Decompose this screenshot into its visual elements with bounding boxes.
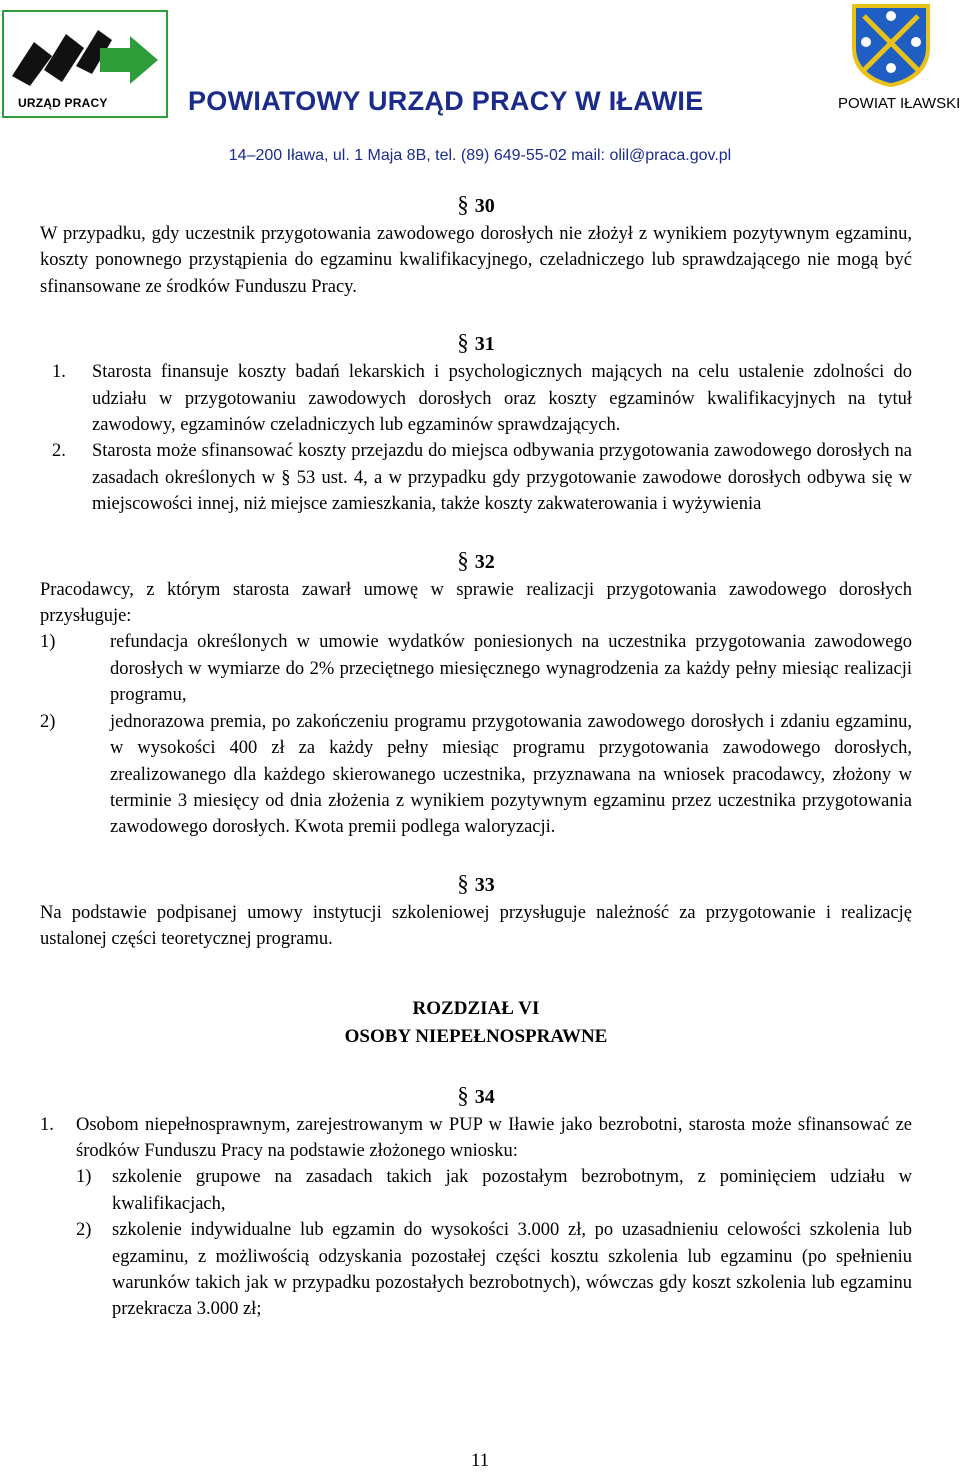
list-item xyxy=(40,359,912,438)
list-item xyxy=(40,629,912,708)
list-item xyxy=(40,709,912,841)
page-number: 11 xyxy=(470,1450,490,1471)
sub-list-item xyxy=(76,1164,912,1217)
list-item xyxy=(40,1112,912,1165)
chapter-number: ROZDZIAŁ VI xyxy=(412,997,540,1019)
sub-list-item xyxy=(76,1217,912,1323)
list-item-number: 2) xyxy=(40,711,56,732)
section-symbol: § xyxy=(457,1082,469,1108)
section-30-text: W przypadku, gdy uczestnik przygotowania zawodowego dorosłych nie złożył z wynikiem pozytywnym egzaminu, koszty ponownego przystąpienia do egzaminu kwalifikacyjnego, czeladniczego lub sprawdzającego nie mogą być sfinansowane ze środków Funduszu Pracy. xyxy=(40,224,912,297)
section-number: 32 xyxy=(474,550,495,573)
list-item-number: 1. xyxy=(52,362,66,383)
section-symbol: § xyxy=(457,192,469,217)
chapter-title: OSOBY NIEPEŁNOSPRAWNE xyxy=(344,1025,608,1047)
section-number: 34 xyxy=(474,1085,495,1108)
section-number: 33 xyxy=(474,873,495,896)
list-item-text: jednorazowa premia, po zakończeniu programu przygotowania zawodowego dorosłych i zdaniu egzaminu, w wysokości 400 zł za każdy pełny miesiąc programu przygotowania zawodowego dorosłych, zrealizowanego dla każdego skierowanego uczestnika, przyznawana na wniosek pracodawcy, złożony w terminie 3 miesięcy od dnia złożenia z wynikiem pozytywnym egzaminu przez uczestnika przygotowania zawodowego dorosłych. Kwota premii podlega waloryzacji. xyxy=(110,711,912,838)
section-number: 31 xyxy=(474,333,495,356)
sub-list-item-text: szkolenie indywidualne lub egzamin do wysokości 3.000 zł, po uzasadnieniu celowości szkolenia lub egzaminu, z możliwością odzyskania pozostałej części kosztu szkolenia lub egzaminu (po spełnieniu warunków takich jak w przypadku pozostałych bezrobotnych), wówczas gdy koszt szkolenia lub egzaminu przekracza 3.000 zł; xyxy=(112,1220,912,1320)
chapter-heading xyxy=(40,995,912,1051)
list-item-text: Osobom niepełnosprawnym, zarejestrowanym w PUP w Iławie jako bezrobotni, starosta może sfinansować ze środków Funduszu Pracy na podstawie złożonego wniosku: xyxy=(76,1114,912,1161)
section-33-text: Na podstawie podpisanej umowy instytucji szkoleniowej przysługuje należność za przygotowanie i realizację ustalonej części teoretycznej programu. xyxy=(40,902,912,950)
section-heading-34 xyxy=(40,1081,912,1112)
section-heading-31 xyxy=(40,328,912,359)
list-item-text: Starosta finansuje koszty badań lekarskich i psychologicznych mających na celu ustalenie zdolności do udziału w przygotowaniu zawodowych dorosłych oraz koszty egzaminów kwalifikacyjnych na tytuł zawodowy, egzaminów czeladniczych lub egzaminów sprawdzających. xyxy=(92,362,912,436)
county-name: POWIAT IŁAWSKI xyxy=(838,95,960,112)
sub-list-item-number: 1) xyxy=(76,1167,92,1188)
section-heading-30 xyxy=(40,190,912,221)
sub-list-item-text: szkolenie grupowe na zasadach takich jak pozostałym bezrobotnym, z pominięciem udziału w kwalifikacjach, xyxy=(112,1167,912,1214)
logo-hands-arrow-icon xyxy=(4,12,166,92)
list-item-number: 1. xyxy=(40,1114,54,1135)
document-body xyxy=(40,190,912,1323)
section-symbol: § xyxy=(457,870,469,896)
logo-caption: URZĄD PRACY xyxy=(18,96,108,110)
list-item-text: refundacja określonych w umowie wydatków poniesionych na uczestnika przygotowania zawodowego dorosłych w wymiarze do 2% przeciętnego miesięcznego wynagrodzenia za każdy pełny miesiąc realizacji programu, xyxy=(110,632,912,706)
section-32-intro: Pracodawcy, z którym starosta zawarł umowę w sprawie realizacji przygotowania zawodowego dorosłych przysługuje: xyxy=(40,579,912,627)
urzad-pracy-logo xyxy=(2,10,168,118)
list-item-text: Starosta może sfinansować koszty przejazdu do miejsca odbywania przygotowania zawodowego dorosłych na zasadach określonych w § 53 ust. 4, a w przypadku gdy przygotowanie zawodowe dorosłych odbywa się w miejscowości innej, niż miejsce zamieszkania, także koszty zakwaterowania i wyżywienia xyxy=(92,441,912,515)
office-title: POWIATOWY URZĄD PRACY W IŁAWIE xyxy=(188,86,704,116)
office-contact: 14–200 Iława, ul. 1 Maja 8B, tel. (89) 649-55-02 mail: olil@praca.gov.pl xyxy=(228,147,732,164)
sub-list-item-number: 2) xyxy=(76,1220,92,1241)
list-item-number: 1) xyxy=(40,632,56,653)
section-symbol: § xyxy=(457,547,469,573)
section-number: 30 xyxy=(474,195,495,217)
list-item-number: 2. xyxy=(52,441,66,462)
section-heading-33 xyxy=(40,869,912,900)
county-coat-of-arms-icon xyxy=(850,2,932,88)
list-item xyxy=(40,438,912,517)
section-heading-32 xyxy=(40,546,912,577)
section-symbol: § xyxy=(457,330,469,356)
